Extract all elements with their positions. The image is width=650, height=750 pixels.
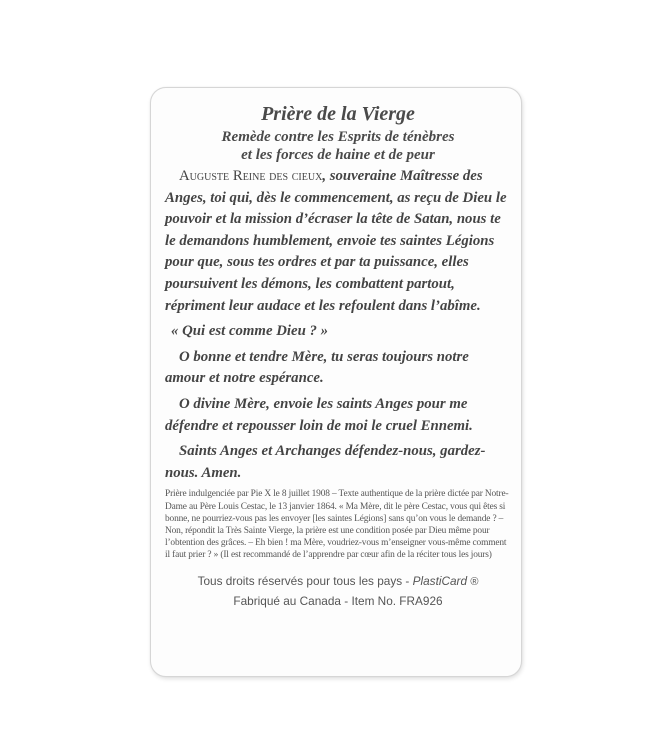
indulgence-note: Prière indulgenciée par Pie X le 8 juillet 1908 – Texte authentique de la prière dictée par Notre-Dame au Père Louis Cestac, le 13 janvier 1864. « Ma Mère, dit le père Cestac, vous qui êtes si bonne, ne pourriez-vous pas les envoyer [les saintes Légions] sans qu’on vous le demande ? – Non, répondit la Très Sainte Vierge, la prière est une condition posée par Dieu même pour l’obtention des grâces. – Eh bien ! ma Mère, voudriez-vous m’enseigner vous-même comment il faut prier ? » (Il est recommandé de l’apprendre par cœur afin de la réciter tous les jours): [165, 489, 509, 561]
prayer-quote: « Qui est comme Dieu ? »: [171, 323, 329, 340]
prayer-paragraph-3: O divine Mère, envoie les saints Anges pour me défendre et repousser loin de moi le cruel Ennemi.: [165, 395, 473, 434]
card-subtitle: [165, 128, 511, 164]
brand-name: PlastiCard: [412, 573, 468, 588]
rights-line: [165, 572, 511, 592]
card-footer: [165, 572, 511, 611]
registered-mark: ®: [470, 575, 479, 588]
prayer-paragraph-4: Saints Anges et Archanges défendez-nous, gardez-nous. Amen.: [165, 443, 486, 481]
prayer-opening-smallcaps: Auguste Reine des cieux: [179, 168, 323, 184]
prayer-paragraph-2: O bonne et tendre Mère, tu seras toujours notre amour et notre espérance.: [165, 348, 469, 387]
card-title: Prière de la Vierge: [261, 103, 415, 125]
prayer-paragraph-1: [165, 166, 511, 317]
prayer-card: [150, 87, 522, 677]
subtitle-line-1: Remède contre les Esprits de ténèbres: [221, 129, 455, 145]
card-content: [165, 102, 511, 611]
prayer-paragraph-1-text: , souveraine Maîtresse des Anges, toi qui, dès le commencement, as reçu de Dieu le pouvoir et la mission d’écraser la tête de Satan, nous te le demandons humblement, envoie tes saintes Légions pour que, sous tes ordres et par ta puissance, elles poursuivent les démons, les combattent partout, répriment leur audace et les refoulent dans l’abîme.: [165, 168, 507, 314]
made-in-line: Fabriqué au Canada - Item No. FRA926: [233, 593, 443, 608]
rights-text: Tous droits réservés pour tous les pays -: [197, 573, 413, 588]
subtitle-line-2: et les forces de haine et de peur: [241, 147, 435, 163]
prayer-text: [165, 166, 511, 484]
